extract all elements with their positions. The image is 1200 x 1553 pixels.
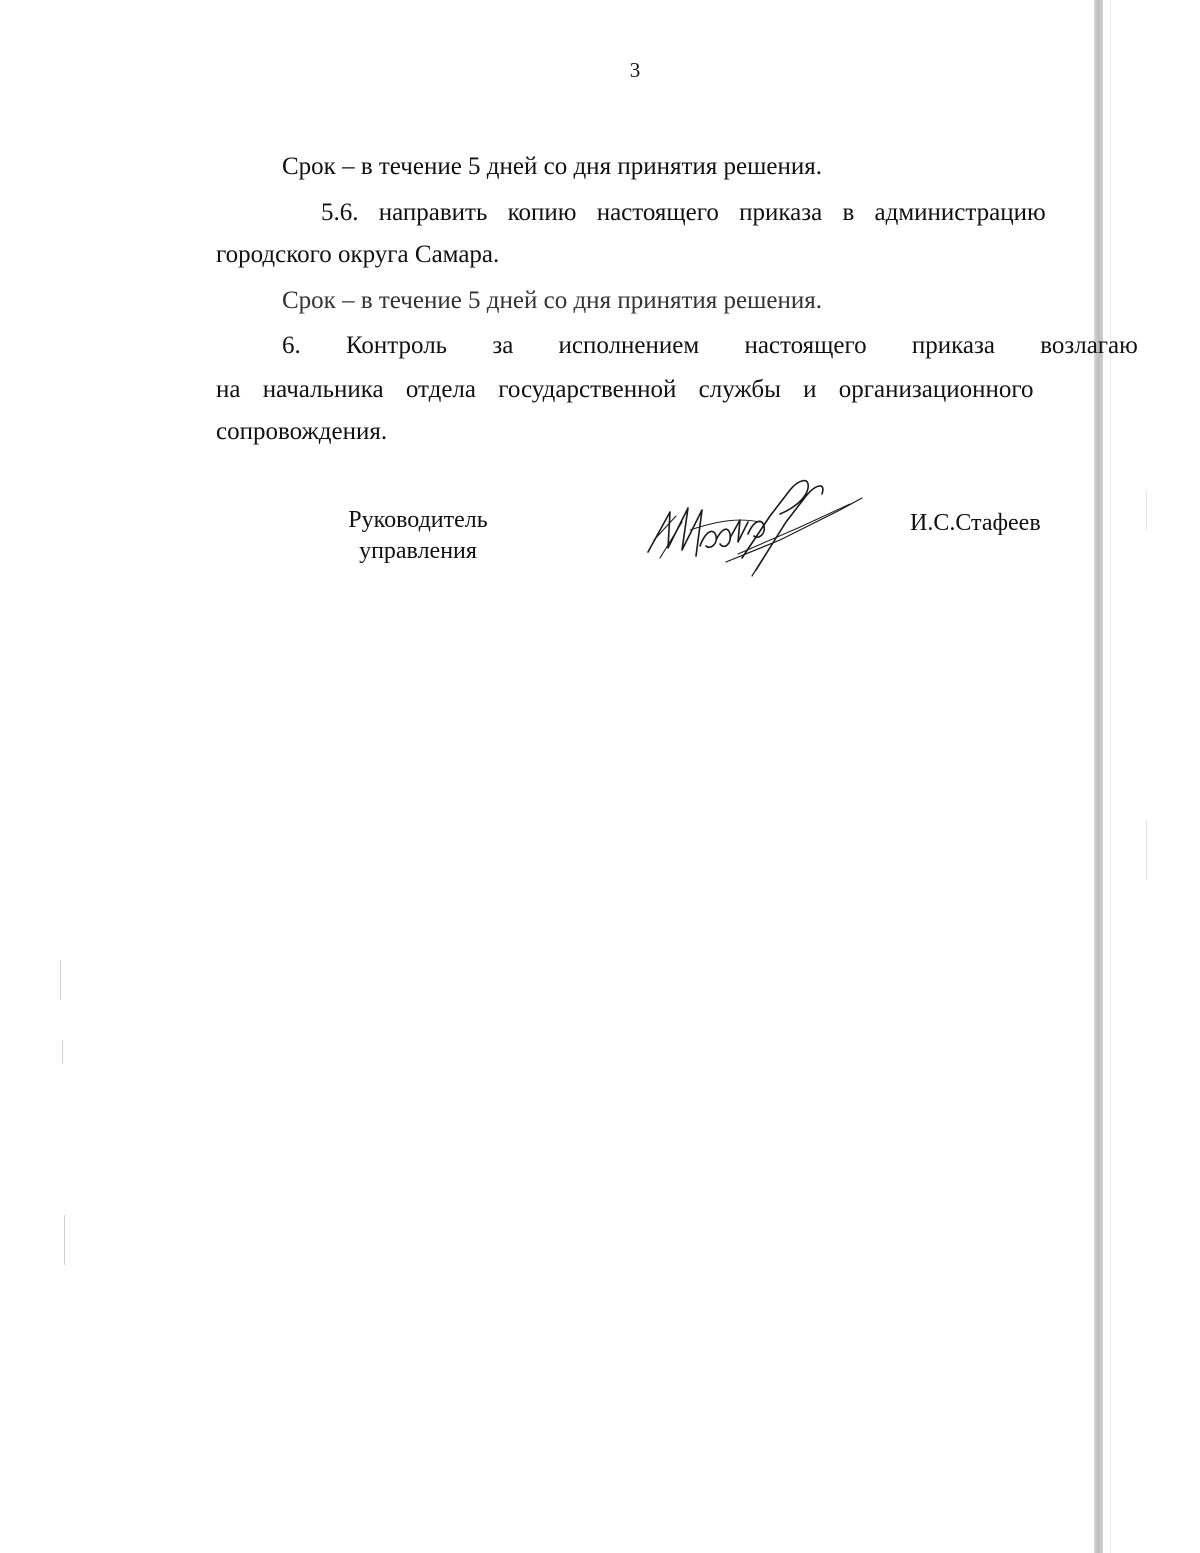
scan-artifact xyxy=(60,960,61,1000)
item-6-line-2: на начальника отдела государственной службы и организационного xyxy=(216,376,1034,403)
deadline-paragraph-2: Срок – в течение 5 дней со дня принятия решения. xyxy=(282,287,822,314)
item-5-6-line-2: городского округа Самара. xyxy=(216,241,500,268)
scan-artifact xyxy=(62,1040,63,1064)
scan-edge-shadow xyxy=(1094,0,1103,1553)
item-5-6-line-1-text: 5.6. направить копию настоящего приказа в администрацию xyxy=(321,199,1046,226)
item-6-line-3: сопровождения. xyxy=(216,418,388,445)
scan-edge-line xyxy=(1110,0,1111,1553)
signatory-title-line-2: управления xyxy=(359,538,477,564)
scan-artifact xyxy=(1146,820,1147,880)
item-6-line-1: 6. Контроль за исполнением настоящего приказа возлагаю xyxy=(282,332,1138,359)
page-number: 3 xyxy=(629,58,641,82)
handwritten-signature xyxy=(630,470,870,590)
deadline-paragraph-1: Срок – в течение 5 дней со дня принятия решения. xyxy=(282,153,822,180)
scan-artifact xyxy=(64,1215,65,1265)
signatory-title xyxy=(318,505,518,567)
signatory-title-line-1: Руководитель xyxy=(348,507,488,533)
scan-artifact xyxy=(1146,490,1147,530)
signatory-name: И.С.Стафеев xyxy=(910,510,1041,536)
item-5-6-line-1 xyxy=(321,198,1052,228)
